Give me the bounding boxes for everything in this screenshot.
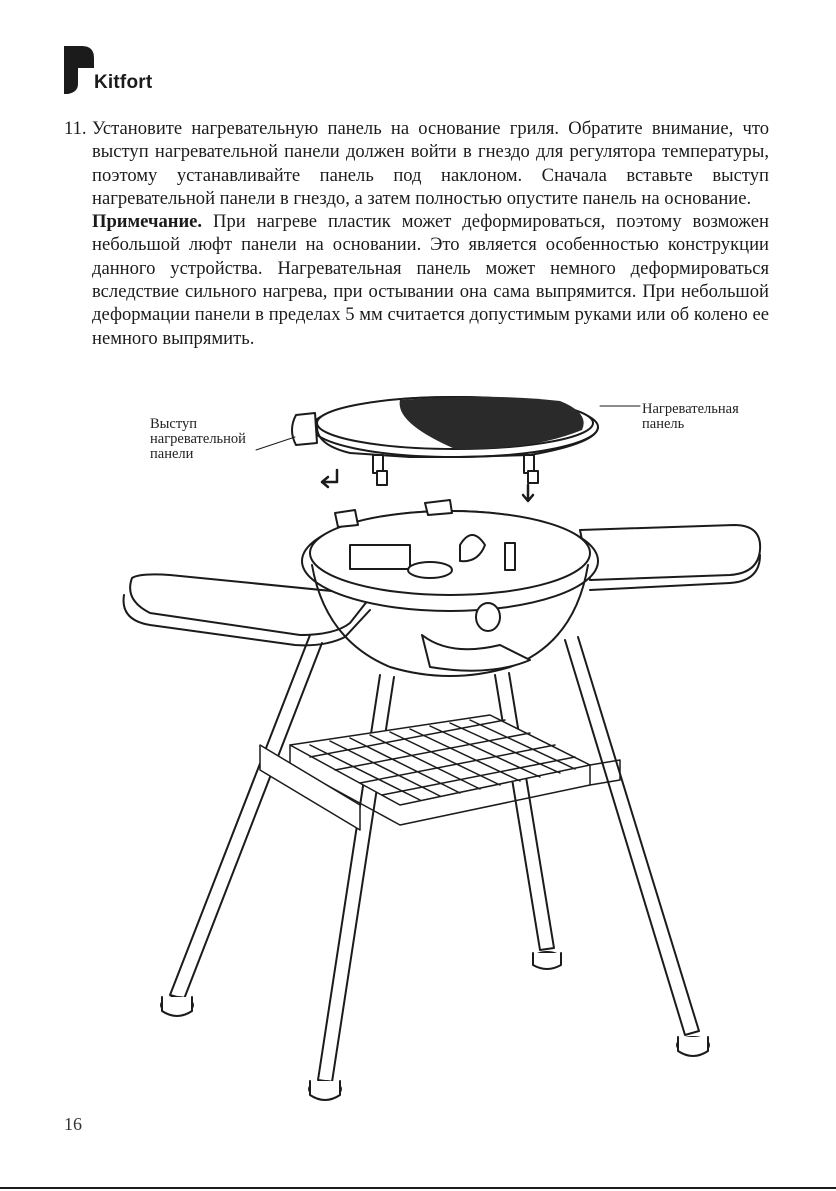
- callout-right-line-2: панель: [642, 416, 685, 432]
- step-number: 11.: [64, 118, 87, 139]
- grill-base: [124, 500, 761, 676]
- brand-name: Kitfort: [94, 72, 153, 93]
- grill-illustration: [110, 385, 770, 1115]
- note-paragraph: [64, 210, 769, 350]
- callout-heating-panel: [642, 402, 739, 432]
- step-11: [64, 117, 769, 210]
- kitfort-logo-mark: [64, 46, 94, 94]
- grill-legs: [161, 635, 709, 1100]
- note-label: Примечание.: [92, 211, 203, 233]
- callout-left-line-3: панели: [150, 446, 194, 462]
- callout-left-line-1: Выступ: [150, 416, 198, 432]
- grill-rack: [260, 715, 620, 830]
- page-number: 16: [64, 1114, 82, 1134]
- note-text: При нагреве пластик может деформироваться, поэтому возможен небольшой люфт панели на основании. Это является особенностью конструкции данного устройства. Нагревательная панель может немного деформироваться вследствие сильного нагрева, при остывании она сама выпрямится. При небольшой деформации панели в пределах 5 мм считается допустимым руками или об колено ее немного выпрямить.: [92, 211, 769, 349]
- instruction-text: [64, 117, 769, 350]
- step-text: Установите нагревательную панель на основание гриля. Обратите внимание, что выступ нагревательной панели должен войти в гнездо для регулятора температуры, поэтому устанавливайте панель под наклоном. Сначала вставьте выступ нагревательной панели в гнездо, а затем полностью опустите панель на основание.: [92, 118, 769, 209]
- callout-right-line-1: Нагревательная: [642, 401, 739, 417]
- callout-left-line-2: нагревательной: [150, 431, 246, 447]
- bottom-rule: [0, 1187, 836, 1189]
- kitfort-logo: [64, 46, 184, 102]
- callout-panel-protrusion: [150, 417, 246, 462]
